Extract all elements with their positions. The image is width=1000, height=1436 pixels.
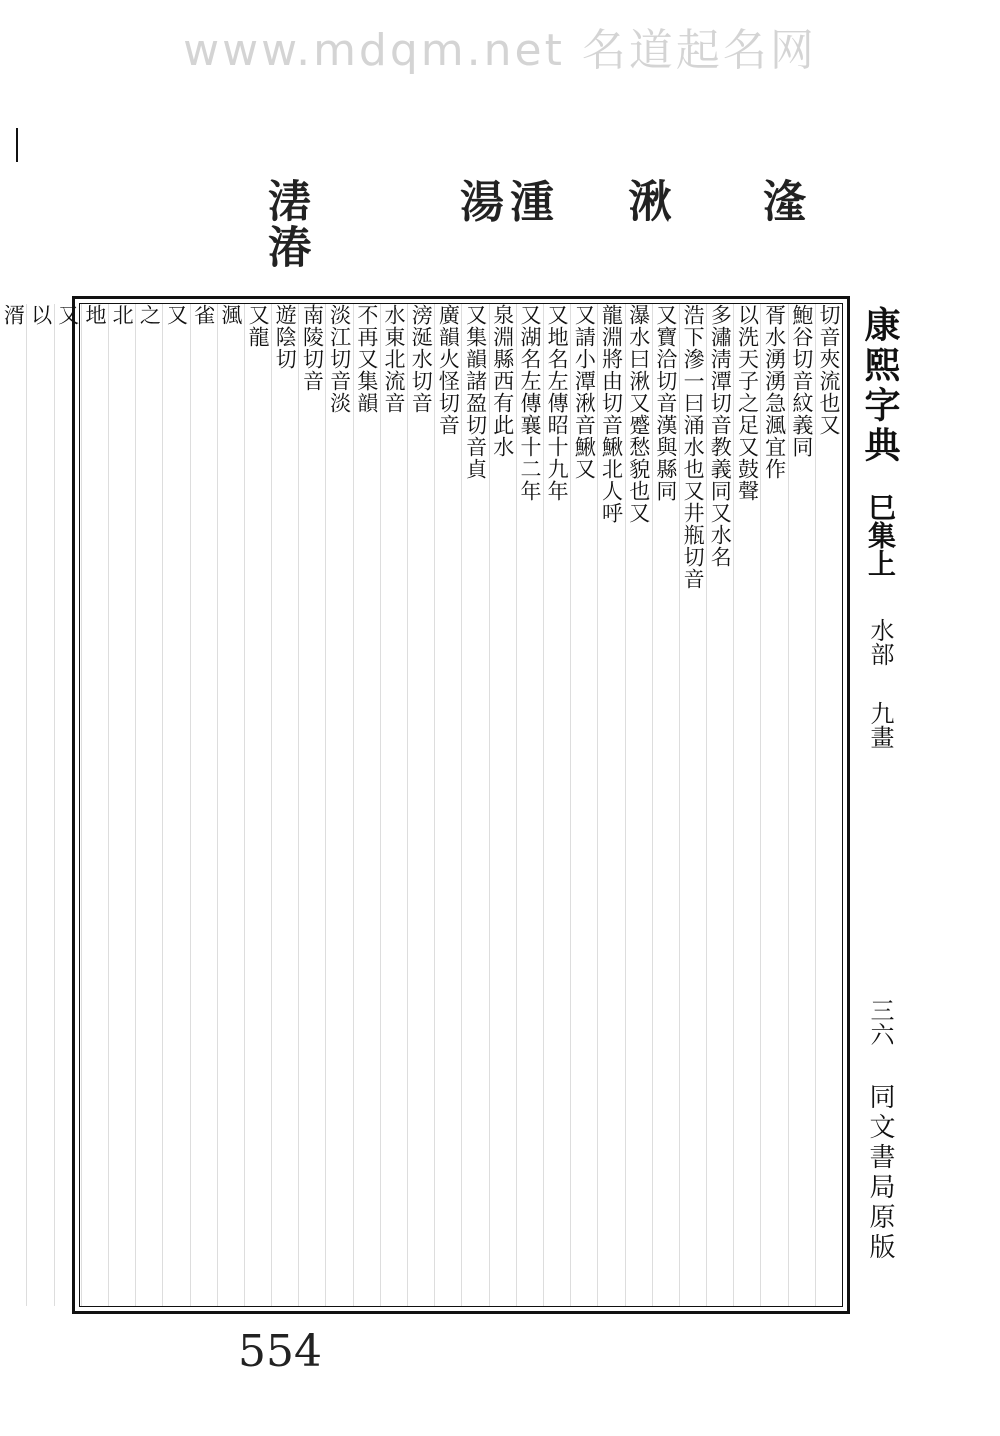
text-column: 不再又集韻 <box>353 304 380 1306</box>
text-column: 胥水湧湧急渢宜作 <box>760 304 787 1306</box>
text-column: 又 <box>54 304 81 1306</box>
text-column: 多潚淸潭切音教義同又水名 <box>706 304 733 1306</box>
leaf-number: 三六 <box>866 998 894 1046</box>
text-column: 北 <box>108 304 135 1306</box>
text-column: 又寶洽切音漢與縣同 <box>652 304 679 1306</box>
text-column: 泉淵縣西有此水 <box>489 304 516 1306</box>
dictionary-columns <box>1 304 842 1306</box>
radical-label: 水部 <box>866 618 894 666</box>
text-column: 鮑谷切音紋義同 <box>788 304 815 1306</box>
text-column: 滂涎水切音 <box>407 304 434 1306</box>
text-column: 又 <box>162 304 189 1306</box>
text-column: 又集韻諸盈切音貞 <box>461 304 488 1306</box>
text-column: 瀑水曰湫又蹙愁貌也又 <box>625 304 652 1306</box>
text-column: 遊陰切 <box>271 304 298 1306</box>
text-column: 又龍 <box>244 304 271 1306</box>
text-column: 又湖名左傳襄十二年 <box>516 304 543 1306</box>
seal-glyph-3: 湯湩 <box>460 177 560 228</box>
text-column: 切音夾流也又 <box>815 304 842 1306</box>
volume-label: 巳集上 <box>864 493 897 577</box>
text-column: 以洗天子之足又鼓聲 <box>733 304 760 1306</box>
watermark-text: www.mdqm.net 名道起名网 <box>183 25 817 76</box>
seal-script-row <box>250 178 850 278</box>
text-column: 廣韻火怪切音 <box>434 304 461 1306</box>
publisher-label: 同文書局原版 <box>865 1083 895 1263</box>
text-column: 以 <box>26 304 53 1306</box>
seal-glyph-1: 湰 <box>755 178 806 224</box>
page-number: 554 <box>238 1326 322 1377</box>
text-column: 浩下滲一曰涌水也又井瓶切音 <box>679 304 706 1306</box>
text-column: 渢 <box>217 304 244 1306</box>
page-header <box>856 306 906 1316</box>
seal-glyph-2: 湫 <box>620 178 671 224</box>
text-column: 之 <box>135 304 162 1306</box>
dictionary-title: 康熙字典 <box>859 306 901 466</box>
text-column: 水東北流音 <box>380 304 407 1306</box>
text-column: 龍淵將由切音鰍北人呼 <box>597 304 624 1306</box>
text-column: 淡江切音淡 <box>325 304 352 1306</box>
text-column: 雀 <box>190 304 217 1306</box>
text-column: 又地名左傳昭十九年 <box>543 304 570 1306</box>
text-column: 南陵切音 <box>298 304 325 1306</box>
page-edge-mark <box>16 128 18 162</box>
stroke-count-label: 九畫 <box>866 701 894 749</box>
seal-glyph-4: 湱湷 <box>260 178 311 270</box>
text-column: 又請小潭湫音鰍又 <box>570 304 597 1306</box>
text-column: 湑 <box>0 304 26 1306</box>
text-column: 地 <box>81 304 108 1306</box>
